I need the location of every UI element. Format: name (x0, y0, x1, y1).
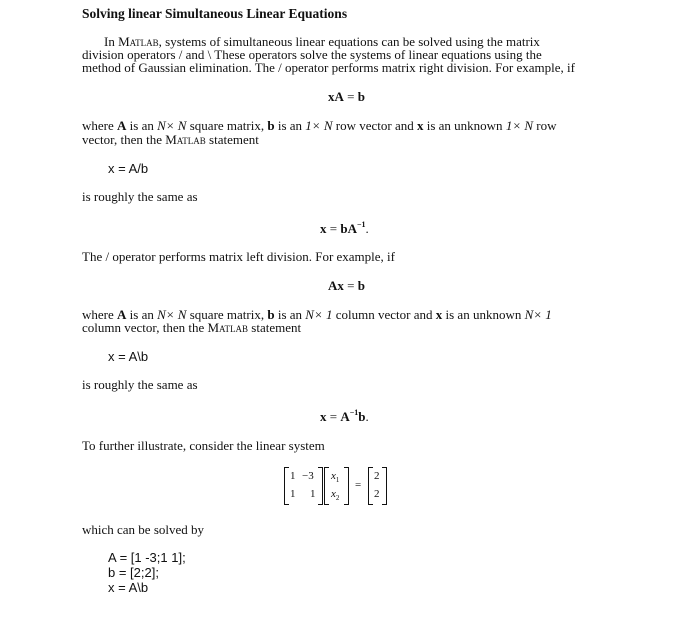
symbol-b: b (267, 307, 275, 322)
dim-NxN: N× N (157, 307, 187, 322)
eq-rhs: b (357, 89, 365, 104)
bracket-left (368, 467, 373, 505)
bracket-right (344, 467, 349, 505)
roughly-same-1: is roughly the same as (82, 189, 198, 204)
text: column vector, then the (82, 320, 208, 335)
text: square matrix, (186, 118, 268, 133)
code-line-1: A = [1 -3;1 1]; (108, 550, 186, 565)
dim-Nx1: N× 1 (524, 307, 552, 322)
bracket-right (318, 467, 323, 505)
text: is an (126, 118, 158, 133)
dim-1xN: 1× N (505, 118, 534, 133)
code-line-3: x = A\b (108, 580, 149, 595)
eq-equals: = (343, 89, 358, 104)
eq-equals: = (326, 221, 341, 236)
x-var: x (331, 470, 336, 482)
text: is an unknown (423, 118, 506, 133)
symbol-x: x (435, 307, 443, 322)
code-line-2: b = [2;2]; (108, 565, 159, 580)
matrix-A-11: 1 (290, 470, 296, 482)
symbol-A: A (117, 307, 127, 322)
text: row vector and (332, 118, 417, 133)
eq-period: . (365, 409, 369, 424)
eq-rhs-A: A (340, 409, 350, 424)
eq-equals: = (326, 409, 341, 424)
x-var: x (331, 488, 336, 500)
eq-rhs-b: b (358, 409, 366, 424)
text: , systems of simultaneous linear equations can be solved using the matrix (158, 34, 540, 49)
para2-line-2 (82, 133, 259, 147)
equation-left-division (328, 279, 365, 293)
dim-NxN: N× N (157, 118, 187, 133)
matlab-name: Matlab (165, 132, 206, 147)
text: square matrix, (186, 307, 268, 322)
text: vector, then the (82, 132, 166, 147)
matlab-name: Matlab (118, 34, 159, 49)
equation-right-division (328, 90, 365, 104)
text: is an (126, 307, 158, 322)
eq-rhs: bA (340, 221, 357, 236)
eq-period: . (365, 221, 369, 236)
text: is an (274, 118, 306, 133)
eq-lhs: Ax (328, 278, 344, 293)
vector-x-1 (331, 470, 339, 486)
dim-Nx1: N× 1 (305, 307, 333, 322)
bracket-right (382, 467, 387, 505)
equation-inverse-right (320, 222, 369, 238)
vector-b-2: 2 (374, 488, 380, 500)
text: statement (248, 320, 302, 335)
equation-inverse-left (320, 410, 369, 426)
bracket-left (324, 467, 329, 505)
text: is an (274, 307, 306, 322)
vector-x-2 (331, 488, 339, 504)
text: column vector and (332, 307, 436, 322)
code-left-division: x = A\b (108, 349, 149, 364)
vector-b-1: 2 (374, 470, 380, 482)
bracket-left (284, 467, 289, 505)
eq-rhs: b (357, 278, 365, 293)
code-right-division: x = A/b (108, 161, 149, 176)
para2-line-1 (82, 119, 556, 133)
eq-lhs: x (320, 221, 327, 236)
matrix-equation (284, 466, 404, 506)
symbol-b: b (267, 118, 275, 133)
symbol-A: A (117, 118, 127, 133)
eq-lhs: xA (328, 89, 344, 104)
eq-superscript: −1 (356, 220, 366, 229)
eq-lhs: x (320, 409, 327, 424)
intro-line-3: method of Gaussian elimination. The / operator performs matrix right division. For example, if (82, 60, 575, 75)
matrix-A-22: 1 (310, 488, 316, 500)
intro-line-2: division operators / and \ These operators solve the systems of linear equations using the (82, 47, 542, 62)
matrix-A-21: 1 (290, 488, 296, 500)
eq-equals: = (343, 278, 358, 293)
x-subscript: 1 (335, 476, 340, 485)
text: is an unknown (442, 307, 525, 322)
para5: To further illustrate, consider the linear system (82, 438, 325, 453)
roughly-same-2: is roughly the same as (82, 377, 198, 392)
para6: which can be solved by (82, 522, 205, 537)
matrix-A-12: −3 (302, 470, 314, 482)
text: In (104, 34, 119, 49)
dim-1xN: 1× N (305, 118, 333, 133)
text: where (82, 307, 118, 322)
text: row (533, 118, 557, 133)
matlab-name: Matlab (207, 320, 249, 335)
para3: The / operator performs matrix left division. For example, if (82, 249, 395, 264)
eq-superscript: −1 (349, 408, 359, 417)
symbol-x: x (416, 118, 424, 133)
x-subscript: 2 (335, 494, 340, 503)
page-title: Solving linear Simultaneous Linear Equations (82, 6, 348, 21)
para4-line-2 (82, 321, 301, 335)
text: statement (205, 132, 259, 147)
matrix-equals: = (355, 479, 362, 491)
text: where (82, 118, 118, 133)
